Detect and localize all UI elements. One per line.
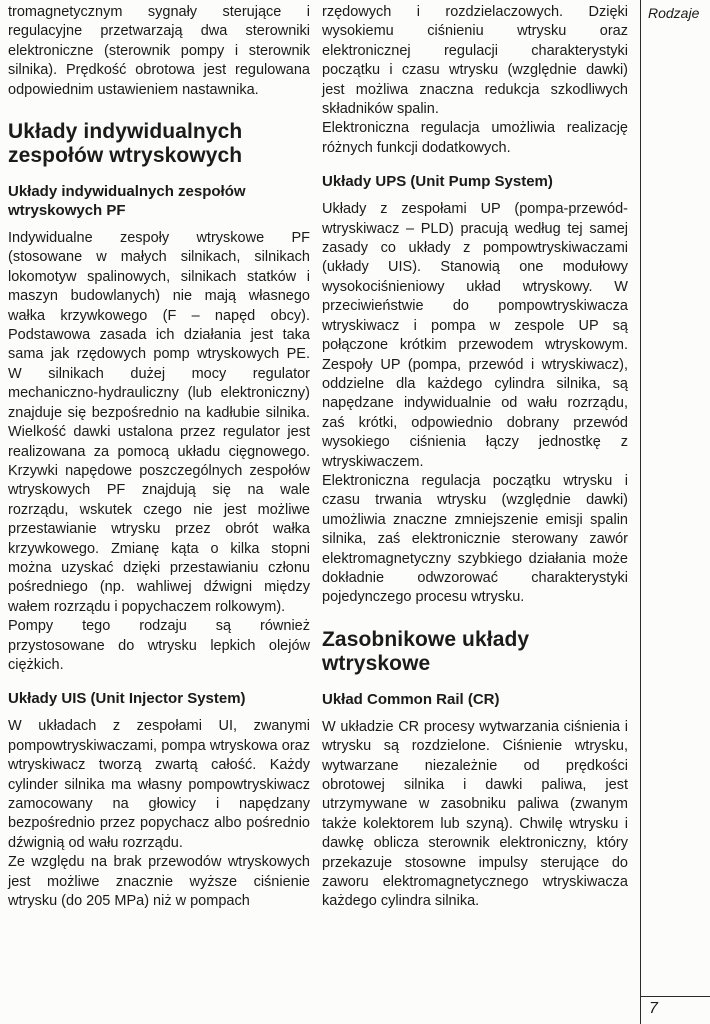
paragraph: Ze względu na brak przewodów wtryskowych jest możliwe znacznie wyższe ciśnienie wtrysku (do 205 MPa) niż w pompach: [8, 854, 310, 910]
subsection-heading-uis: Układy UIS (Unit Injector System): [8, 690, 246, 708]
section-heading-zasobnikowe: Zasobnikowe układy wtryskowe: [322, 627, 530, 675]
left-column: [8, 3, 310, 912]
margin-chapter-label: Rodzaje: [648, 5, 700, 21]
paragraph: Indywidualne zespoły wtryskowe PF (stosowane w małych silnikach, silnikach lokomotyw spalinowych, silnikach statków i maszyn budowlanych) nie mają własnego wałka krzywkowego (F – napęd obcy). Podstawowa zasada ich działania jest taka sama jak rzędowych pomp wtryskowych PE. W silnikach dużej mocy regulator mechaniczno-hydrauliczny (lub elektroniczny) znajduje się bezpośrednio na kadłubie silnika. Wielkość dawki ustalona przez regulator jest realizowana za pomocą układu cięgnowego. Krzywki napędowe poszczególnych zespołów wtryskowych PF znajdują się na wale rozrządu, wskutek czego nie jest możliwe przestawianie wtrysku przez obrót wałka krzywkowego. Zmianę kąta o kilka stopni można uzyskać dzięki przestawianiu członu pośredniego (np. wahliwej dźwigni między wałem rozrządu i popychaczem rolkowym).: [8, 230, 310, 615]
page-number-rule: [640, 996, 710, 997]
paragraph: W układzie CR procesy wytwarzania ciśnienia i wtrysku są rozdzielone. Ciśnienie wtrysku, wytwarzane niezależnie od prędkości obrotowej silnika i dawki paliwa, jest utrzymywane w zasobniku paliwa (zwanym także kolektorem lub szyną). Chwilę wtrysku i dawkę oblicza sterownik elektroniczny, który przekazuje stosowne impulsy sterujące do zaworu elektromagnetycznego wtryskiwacza każdego cylindra silnika.: [322, 718, 628, 910]
text-columns: [8, 3, 628, 912]
paragraph: Układy z zespołami UP (pompa-przewód-wtryskiwacz – PLD) pracują według tej samej zasady co układy z pompowtryskiwaczami (układy UIS). Stanowią one modułowy wysokociśnieniowy układ wtryskowy. W przeciwieństwie do pompowtryskiwacza wtryskiwacz i pompa w zespole UP są połączone krótkim przewodem wtryskowym. Zespoły UP (pompa, przewód i wtryskiwacz), oddzielne dla każdego cylindra silnika, są napędzane indywidualnie od wału rozrządu, zaś krótki, odpowiednio dobrany przewód wysokiego ciśnienia łączy jednostkę z wtryskiwaczem.: [322, 201, 628, 470]
subsection-heading-pf: Układy indywidualnych zespołów wtryskowych PF: [8, 183, 246, 220]
paragraph-continuation: tromagnetycznym sygnały sterujące i regulacyjne przetwarzają dwa sterowniki elektroniczne (sterownik pompy i sterownik silnika). Prędkość obrotowa jest regulowana odpowiednim ustawieniem nastawnika.: [8, 4, 310, 98]
margin-divider-rule: [640, 0, 641, 1024]
paragraph-continuation: rzędowych i rozdzielaczowych. Dzięki wysokiemu ciśnieniu wtrysku oraz elektronicznej regulacji charakterystyki początku i czasu wtrysku (względnie dawki) jest możliwa znaczna redukcja szkodliwych składników spalin.: [322, 4, 628, 118]
right-column: [322, 3, 628, 912]
page-number: 7: [649, 1000, 658, 1017]
paragraph: Elektroniczna regulacja początku wtrysku i czasu trwania wtrysku (względnie dawki) umożliwia znaczne zmniejszenie emisji spalin silnika, zaś elektronicznie sterowany zawór elektromagnetyczny szybkiego działania może dokładnie odwzorować charakterystyki pojedynczego procesu wtrysku.: [322, 472, 628, 606]
subsection-heading-cr: Układ Common Rail (CR): [322, 690, 500, 708]
subsection-heading-ups: Układy UPS (Unit Pump System): [322, 173, 553, 191]
paragraph: Pompy tego rodzaju są również przystosowane do wtrysku lepkich olejów ciężkich.: [8, 618, 310, 673]
paragraph: Elektroniczna regulacja umożliwia realizację różnych funkcji dodatkowych.: [322, 120, 628, 156]
section-heading: Układy indywidualnych zespołów wtryskowych: [8, 120, 243, 168]
paragraph: W układach z zespołami UI, zwanymi pompowtryskiwaczami, pompa wtryskowa oraz wtryskiwacz tworzą zwartą całość. Każdy cylinder silnika ma własny pompowtryskiwacz zamocowany na głowicy i napędzany bezpośrednio przez popychacz albo pośrednio dźwignią od wału rozrządu.: [8, 718, 310, 851]
